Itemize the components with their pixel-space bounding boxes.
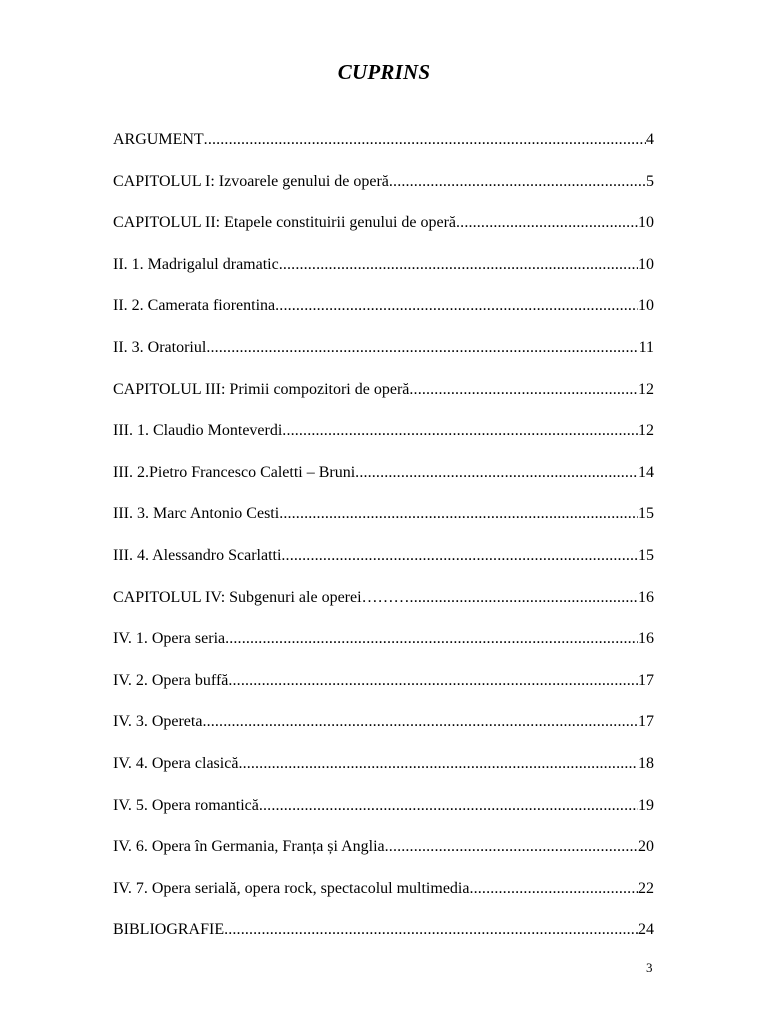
- toc-entry[interactable]: [113, 584, 654, 626]
- toc-entry-label: III. 3. Marc Antonio Cesti: [113, 505, 280, 523]
- toc-entry-page-number: 16: [638, 630, 654, 648]
- toc-dot-leader: [456, 209, 638, 237]
- toc-dot-leader: [225, 625, 638, 653]
- toc-entry-page-number: 17: [638, 671, 654, 689]
- toc-entry-page-number: 4: [646, 131, 654, 148]
- toc-entry-label: IV. 5. Opera romantică: [113, 796, 259, 814]
- toc-entry-page-number: 18: [638, 754, 654, 772]
- toc-entry-label: II. 3. Oratoriul: [113, 338, 207, 356]
- toc-entry[interactable]: [113, 500, 654, 542]
- toc-entry-label: IV. 3. Opereta: [113, 713, 203, 731]
- toc-entry-label: IV. 6. Opera în Germania, Franța și Anglia: [113, 838, 385, 856]
- toc-entry[interactable]: [113, 376, 654, 418]
- toc-entry-page-number: 10: [638, 214, 654, 232]
- toc-entry-page-number: 24: [638, 921, 654, 939]
- table-of-contents: [113, 126, 654, 958]
- toc-dot-leader: [204, 126, 646, 154]
- toc-entry-label: III. 4. Alessandro Scarlatti: [113, 546, 282, 564]
- toc-entry-label: CAPITOLUL I: Izvoarele genului de operă: [113, 172, 389, 190]
- toc-dot-leader: [410, 584, 638, 612]
- toc-dot-leader: [389, 168, 646, 196]
- toc-entry-page-number: 22: [638, 879, 654, 897]
- toc-entry-page-number: 10: [638, 297, 654, 315]
- toc-dot-leader: [355, 459, 638, 487]
- toc-dot-leader: [469, 875, 638, 903]
- toc-dot-leader: [279, 251, 638, 279]
- toc-dot-leader: [281, 542, 638, 570]
- toc-entry[interactable]: [113, 417, 654, 459]
- toc-entry[interactable]: [113, 292, 654, 334]
- toc-entry-page-number: 5: [646, 172, 654, 190]
- toc-dot-leader: [206, 334, 638, 362]
- toc-entry-page-number: 20: [638, 838, 654, 856]
- toc-entry-page-number: 19: [638, 796, 654, 814]
- toc-entry-page-number: 17: [638, 713, 654, 731]
- toc-dot-leader: [228, 667, 638, 695]
- toc-entry-page-number: 14: [638, 463, 654, 481]
- toc-entry[interactable]: [113, 708, 654, 750]
- toc-entry-label: BIBLIOGRAFIE: [113, 921, 225, 939]
- toc-entry[interactable]: [113, 126, 654, 168]
- toc-entry[interactable]: [113, 750, 654, 792]
- toc-entry-label: III. 2.Pietro Francesco Caletti – Bruni: [113, 463, 356, 481]
- toc-entry-label: IV. 4. Opera clasică: [113, 754, 239, 772]
- toc-entry-label: II. 1. Madrigalul dramatic: [113, 255, 279, 273]
- toc-entry-page-number: 15: [638, 546, 654, 564]
- toc-entry[interactable]: [113, 251, 654, 293]
- toc-entry-page-number: 11: [638, 338, 654, 356]
- toc-entry[interactable]: [113, 667, 654, 709]
- toc-entry-label: III. 1. Claudio Monteverdi: [113, 422, 283, 440]
- toc-entry[interactable]: [113, 833, 654, 875]
- toc-entry[interactable]: [113, 459, 654, 501]
- toc-entry-label: II. 2. Camerata fiorentina: [113, 297, 276, 315]
- toc-entry-label: CAPITOLUL IV: Subgenuri ale operei………: [113, 588, 410, 606]
- toc-entry[interactable]: [113, 916, 654, 958]
- toc-entry-label: CAPITOLUL III: Primii compozitori de operă: [113, 380, 410, 398]
- toc-entry[interactable]: [113, 625, 654, 667]
- toc-entry-label: IV. 2. Opera buffă: [113, 671, 229, 689]
- toc-entry[interactable]: [113, 542, 654, 584]
- toc-dot-leader: [275, 292, 638, 320]
- toc-entry[interactable]: [113, 209, 654, 251]
- toc-entry-page-number: 16: [638, 588, 654, 606]
- toc-dot-leader: [202, 708, 638, 736]
- toc-dot-leader: [409, 376, 638, 404]
- toc-entry-label: IV. 7. Opera serială, opera rock, spectacolul multimedia: [113, 879, 470, 897]
- toc-entry-page-number: 15: [638, 505, 654, 523]
- toc-entry[interactable]: [113, 875, 654, 917]
- toc-entry[interactable]: [113, 334, 654, 376]
- toc-dot-leader: [282, 417, 638, 445]
- toc-dot-leader: [259, 792, 638, 820]
- toc-entry-label: CAPITOLUL II: Etapele constituirii genului de operă: [113, 214, 457, 232]
- page-title: CUPRINS: [337, 60, 431, 84]
- toc-entry-page-number: 12: [638, 422, 654, 440]
- toc-dot-leader: [279, 500, 638, 528]
- toc-dot-leader: [238, 750, 638, 778]
- toc-entry-label: IV. 1. Opera seria: [113, 630, 226, 648]
- toc-entry[interactable]: [113, 792, 654, 834]
- toc-dot-leader: [385, 833, 638, 861]
- toc-dot-leader: [224, 916, 638, 944]
- toc-entry[interactable]: [113, 168, 654, 210]
- toc-entry-page-number: 12: [638, 380, 654, 398]
- toc-entry-page-number: 10: [638, 255, 654, 273]
- toc-entry-label: ARGUMENT: [113, 131, 204, 148]
- page-number: 3: [646, 960, 653, 975]
